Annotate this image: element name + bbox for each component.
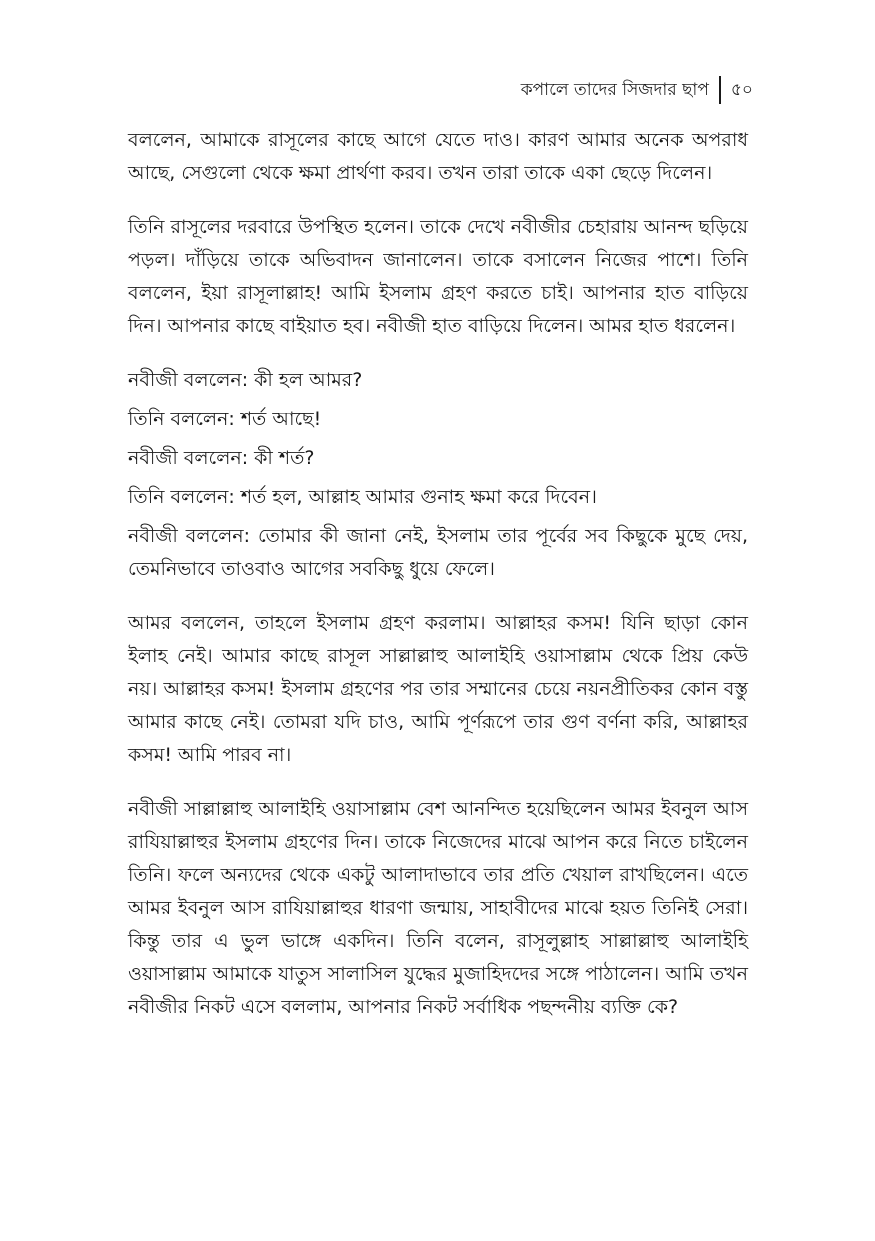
dialogue-line: তিনি বললেন: শর্ত হল, আল্লাহ আমার গুনাহ ক্ষমা করে দিবেন। [128,486,597,508]
running-header [521,76,753,104]
running-header-title: কপালে তাদের সিজদার ছাপ [520,80,709,100]
dialogue-block [128,364,748,586]
dialogue-line: তিনি বললেন: শর্ত আছে! [128,408,322,430]
dialogue-line: নবীজী বললেন: তোমার কী জানা নেই, ইসলাম তার পূর্বের সব কিছুকে মুছে দেয়, তেমনিভাবে তাওবাও আগের সবকিছু ধুয়ে ফেলে। [128,525,748,580]
dialogue-line: নবীজী বললেন: কী হল আমর? [128,369,363,391]
body-text [128,124,748,1045]
paragraph: নবীজী সাল্লাল্লাহু আলাইহি ওয়াসাল্লাম বেশ আনন্দিত হয়েছিলেন আমর ইবনুল আস রাযিয়াল্লাহুর ইসলাম গ্রহণের দিন। তাকে নিজেদের মাঝে আপন করে নিতে চাইলেন তিনি। ফলে অন্যদের থেকে একটু আলাদাভাবে তার প্রতি খেয়াল রাখছিলেন। এতে আমর ইবনুল আস রাযিয়াল্লাহুর ধারণা জন্মায়, সাহাবীদের মাঝে হয়ত তিনিই সেরা। কিন্তু তার এ ভুল ভাঙ্গে একদিন। তিনি বলেন, রাসূলুল্লাহ সাল্লাল্লাহু আলাইহি ওয়াসাল্লাম আমাকে যাতুস সালাসিল যুদ্ধের মুজাহিদদের সঙ্গে পাঠালেন। আমি তখন নবীজীর নিকট এসে বললাম, আপনার নিকট সর্বাধিক পছন্দনীয় ব্যক্তি কে? [128,798,748,1018]
dialogue-line: নবীজী বললেন: কী শর্ত? [128,447,315,469]
page-number: ৫০ [730,80,753,100]
paragraph: তিনি রাসূলের দরবারে উপস্থিত হলেন। তাকে দেখে নবীজীর চেহারায় আনন্দ ছড়িয়ে পড়ল। দাঁড়িয়ে তাকে অভিবাদন জানালেন। তাকে বসালেন নিজের পাশে। তিনি বললেন, ইয়া রাসূলাল্লাহ! আমি ইসলাম গ্রহণ করতে চাই। আপনার হাত বাড়িয়ে দিন। আপনার কাছে বাইয়াত হব। নবীজী হাত বাড়িয়ে দিলেন। আমর হাত ধরলেন। [128,216,748,337]
paragraph: বললেন, আমাকে রাসূলের কাছে আগে যেতে দাও। কারণ আমার অনেক অপরাধ আছে, সেগুলো থেকে ক্ষমা প্রার্থণা করব। তখন তারা তাকে একা ছেড়ে দিলেন। [128,129,748,184]
paragraph: আমর বললেন, তাহলে ইসলাম গ্রহণ করলাম। আল্লাহর কসম! যিনি ছাড়া কোন ইলাহ নেই। আমার কাছে রাসূল সাল্লাল্লাহু আলাইহি ওয়াসাল্লাম থেকে প্রিয় কেউ নয়। আল্লাহর কসম! ইসলাম গ্রহণের পর তার সম্মানের চেয়ে নয়নপ্রীতিকর কোন বস্তু আমার কাছে নেই। তোমরা যদি চাও, আমি পূর্ণরূপে তার গুণ বর্ণনা করি, আল্লাহর কসম! আমি পারব না। [128,612,748,766]
